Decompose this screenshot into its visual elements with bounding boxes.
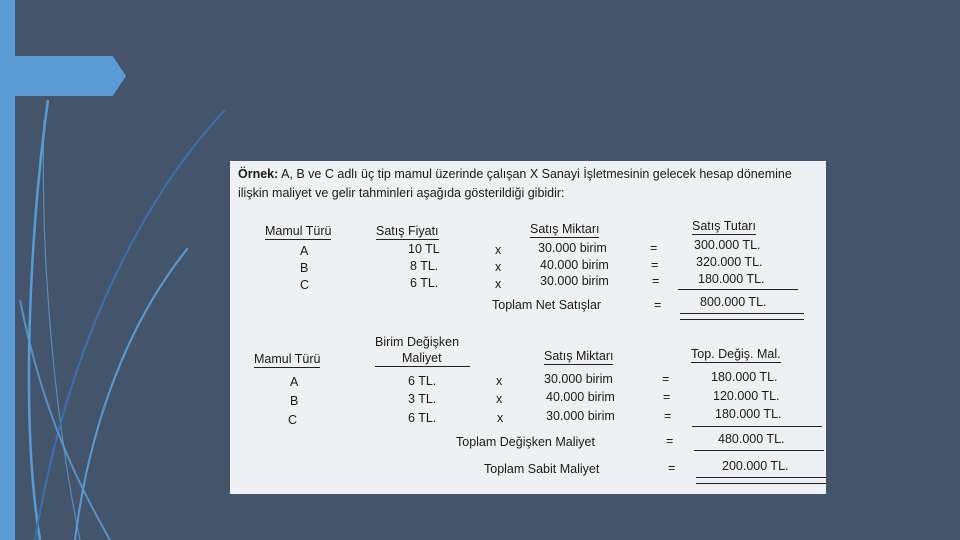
variable-total-eq: = bbox=[666, 434, 674, 448]
intro-paragraph bbox=[238, 165, 813, 202]
example-scan-image bbox=[230, 161, 826, 494]
sales-row-b-product: B bbox=[300, 261, 309, 275]
cost-row-c-op: x bbox=[497, 411, 504, 425]
cost-header-product: Mamul Türü bbox=[254, 352, 321, 366]
cost-row-c-product: C bbox=[288, 413, 298, 427]
sales-row-b-price: 8 TL. bbox=[410, 259, 439, 273]
cost-row-c-quantity: 30.000 birim bbox=[546, 409, 615, 423]
cost-subtotal-rule bbox=[692, 426, 822, 427]
sales-row-c-eq: = bbox=[652, 274, 660, 288]
sales-header-product: Mamul Türü bbox=[265, 224, 332, 238]
cost-row-a-amount: 180.000 TL. bbox=[711, 370, 778, 384]
cost-row-a-unit-cost: 6 TL. bbox=[408, 374, 437, 388]
cost-header-unit-cost-line2: Maliyet bbox=[375, 351, 470, 367]
cost-row-b-product: B bbox=[290, 394, 299, 408]
cost-row-a-op: x bbox=[496, 374, 503, 388]
sales-row-a-price: 10 TL bbox=[408, 242, 440, 256]
sales-row-b-eq: = bbox=[651, 258, 659, 272]
sales-row-b-op: x bbox=[495, 260, 502, 274]
cost-row-b-quantity: 40.000 birim bbox=[546, 390, 615, 404]
variable-total-rule bbox=[694, 450, 824, 451]
sales-row-c-op: x bbox=[495, 277, 502, 291]
sales-header-quantity: Satış Miktarı bbox=[530, 222, 600, 236]
cost-row-c-unit-cost: 6 TL. bbox=[408, 411, 437, 425]
fixed-total-eq: = bbox=[668, 461, 676, 475]
cost-header-amount: Top. Değiş. Mal. bbox=[691, 347, 781, 361]
sales-row-a-amount: 300.000 TL. bbox=[694, 238, 761, 252]
intro-text: A, B ve C adlı üç tip mamul üzerinde çalışan X Sanayi İşletmesinin gelecek hesap dönemine ilişkin maliyet ve gelir tahminleri aşağıda gösterildiği gibidir: bbox=[238, 167, 792, 200]
cost-row-a-quantity: 30.000 birim bbox=[544, 372, 613, 386]
sales-total-label: Toplam Net Satışlar bbox=[492, 298, 602, 312]
sales-header-price: Satış Fiyatı bbox=[376, 224, 439, 238]
sales-total-double-rule bbox=[680, 313, 804, 320]
decorative-curves bbox=[0, 0, 260, 540]
sales-row-c-product: C bbox=[300, 278, 310, 292]
sales-subtotal-rule bbox=[678, 289, 798, 290]
cost-row-b-unit-cost: 3 TL. bbox=[408, 392, 437, 406]
sales-row-a-op: x bbox=[495, 243, 502, 257]
cost-row-b-op: x bbox=[496, 392, 503, 406]
fixed-total-value: 200.000 TL. bbox=[722, 459, 789, 473]
cost-row-c-eq: = bbox=[664, 409, 672, 423]
sales-header-amount: Satış Tutarı bbox=[692, 219, 756, 233]
cost-row-b-eq: = bbox=[663, 390, 671, 404]
fixed-total-label: Toplam Sabit Maliyet bbox=[484, 462, 600, 476]
fixed-total-double-rule bbox=[696, 477, 826, 484]
sales-total-eq: = bbox=[654, 298, 662, 312]
cost-row-c-amount: 180.000 TL. bbox=[715, 407, 782, 421]
cost-row-a-eq: = bbox=[662, 372, 670, 386]
sales-row-b-quantity: 40.000 birim bbox=[540, 258, 609, 272]
sales-row-c-price: 6 TL. bbox=[410, 276, 439, 290]
variable-total-value: 480.000 TL. bbox=[718, 432, 785, 446]
cost-row-a-product: A bbox=[290, 375, 299, 389]
sales-row-b-amount: 320.000 TL. bbox=[696, 255, 763, 269]
example-lead: Örnek: bbox=[238, 167, 279, 181]
variable-total-label: Toplam Değişken Maliyet bbox=[456, 435, 595, 449]
sales-row-c-quantity: 30.000 birim bbox=[540, 274, 609, 288]
cost-row-b-amount: 120.000 TL. bbox=[713, 389, 780, 403]
sales-total-value: 800.000 TL. bbox=[700, 295, 767, 309]
sales-row-c-amount: 180.000 TL. bbox=[698, 272, 765, 286]
cost-header-unit-cost-line1: Birim Değişken bbox=[375, 335, 460, 349]
sales-row-a-product: A bbox=[300, 244, 309, 258]
sales-row-a-eq: = bbox=[650, 241, 658, 255]
sales-row-a-quantity: 30.000 birim bbox=[538, 241, 607, 255]
cost-header-quantity: Satış Miktarı bbox=[544, 349, 614, 363]
